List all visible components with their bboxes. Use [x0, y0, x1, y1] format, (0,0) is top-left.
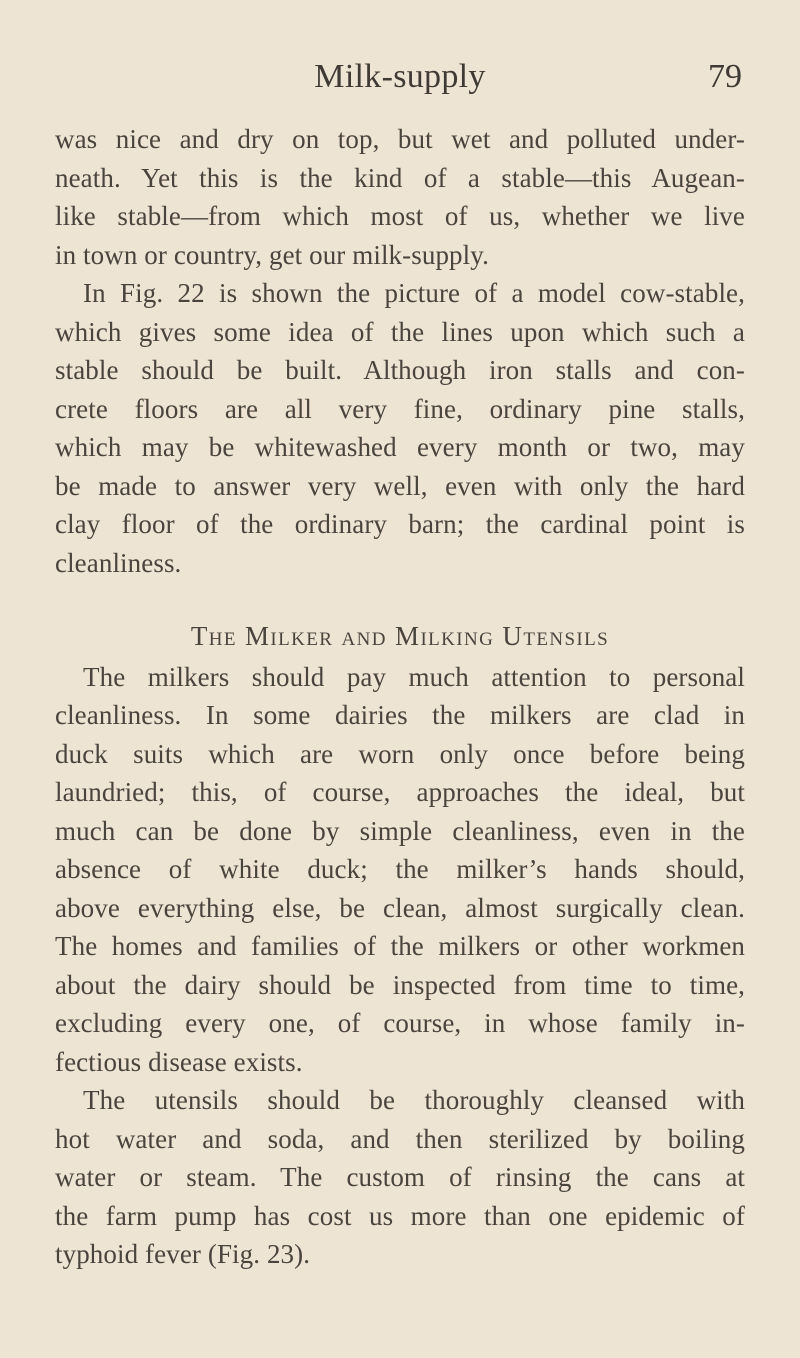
text-line: hot water and soda, and then sterilized by boiling — [55, 1123, 745, 1154]
text-line: be made to answer very well, even with only the hard — [55, 470, 745, 501]
text-line: cleanliness. — [55, 547, 182, 578]
text-line: laundried; this, of course, approaches the ideal, but — [55, 777, 745, 807]
text-line: stable should be built. Although iron stalls and con- — [55, 355, 745, 385]
text-line: like stable—from which most of us, whether we live — [55, 201, 745, 231]
text-line: much can be done by simple cleanliness, even in the — [55, 815, 745, 846]
text-line: The homes and families of the milkers or other workmen — [55, 931, 745, 961]
text-line: duck suits which are worn only once before being — [55, 738, 745, 769]
section-heading: The Milker and Milking Utensils — [190, 621, 610, 651]
text-line: crete floors are all very fine, ordinary pine stalls, — [55, 393, 745, 424]
text-line: which gives some idea of the lines upon which such a — [55, 316, 745, 347]
text-line: water or steam. The custom of rinsing the cans at — [55, 1162, 745, 1192]
text-line: which may be whitewashed every month or two, may — [55, 432, 745, 462]
text-line: about the dairy should be inspected from time to time, — [55, 969, 745, 1000]
text-line: typhoid fever (Fig. 23). — [55, 1239, 311, 1269]
paragraph — [55, 120, 745, 274]
text-line: absence of white duck; the milker’s hands should, — [55, 854, 745, 884]
text-line: The utensils should be thoroughly cleansed with — [83, 1085, 745, 1115]
text-line: the farm pump has cost us more than one epidemic of — [55, 1200, 745, 1231]
text-line: was nice and dry on top, but wet and polluted under- — [55, 124, 745, 154]
text-line: in town or country, get our milk-supply. — [55, 239, 489, 270]
paragraph — [55, 658, 745, 1082]
running-head-title: Milk-supply — [314, 58, 486, 95]
text-line: In Fig. 22 is shown the picture of a model cow-stable, — [83, 278, 745, 308]
text-line: fectious disease exists. — [55, 1046, 303, 1077]
text-line: The milkers should pay much attention to personal — [83, 661, 745, 692]
text-line: excluding every one, of course, in whose family in- — [55, 1008, 745, 1038]
body-text — [55, 120, 745, 1274]
text-line: clay floor of the ordinary barn; the cardinal point is — [55, 509, 745, 539]
text-line: neath. Yet this is the kind of a stable—this Augean- — [55, 162, 745, 193]
text-line: cleanliness. In some dairies the milkers are clad in — [55, 700, 745, 730]
page-number: 79 — [708, 58, 742, 95]
paragraph — [55, 274, 745, 582]
running-head — [0, 58, 800, 108]
text-line: above everything else, be clean, almost surgically clean. — [55, 892, 745, 923]
paragraph — [55, 1081, 745, 1274]
